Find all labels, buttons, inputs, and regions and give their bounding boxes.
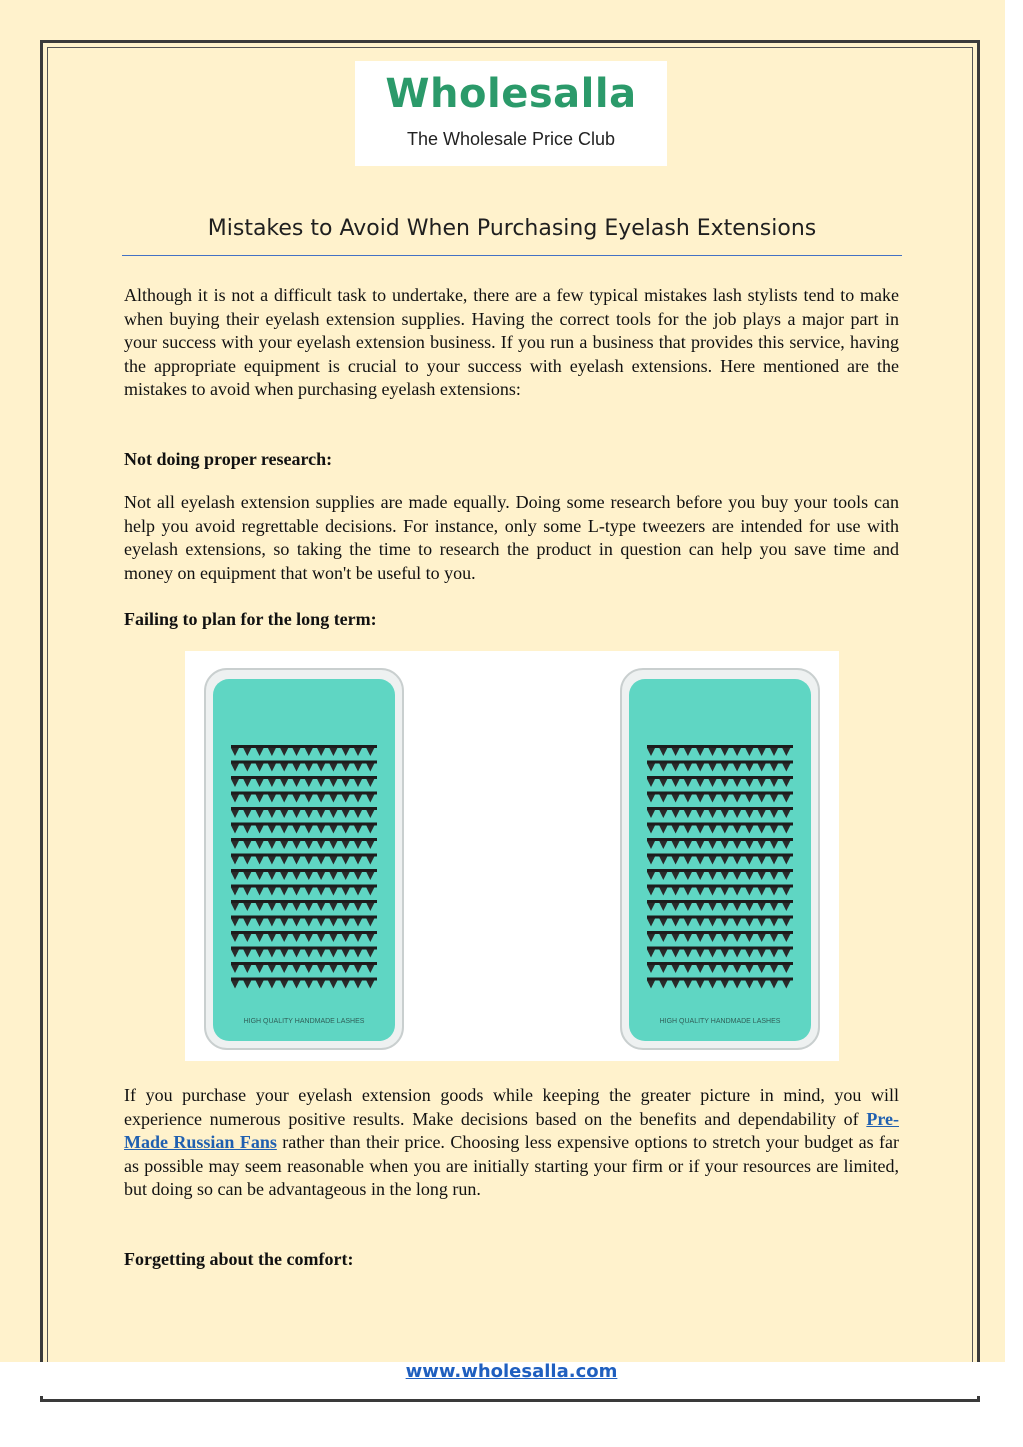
body-text-after-link: rather than their price. Choosing less expensive options to stretch your budget as far as possible may seem reasonable when you are initially starting your firm or if your resources are limited, but doing so can be advantageous in the long run. — [124, 1132, 899, 1200]
lash-strip — [231, 807, 377, 810]
lash-strip — [647, 792, 793, 795]
intro-paragraph: Although it is not a difficult task to undertake, there are a few typical mistakes lash stylists tend to make when buying their eyelash extension supplies. Having the correct tools for the job plays a major part in your success with your eyelash extension business. If you run a business that provides this service, having the appropriate equipment is crucial to your success with eyelash extensions. Here mentioned are the mistakes to avoid when purchasing eyelash extensions: — [124, 285, 899, 400]
lash-strip — [231, 761, 377, 764]
lash-strip — [231, 869, 377, 872]
lash-strip — [231, 745, 377, 748]
lash-strip — [231, 823, 377, 826]
lash-tray-1 — [205, 669, 403, 1049]
lash-strip — [647, 869, 793, 872]
tray-card — [629, 679, 811, 1041]
lash-strip — [647, 916, 793, 919]
lash-tray-illustration — [185, 651, 839, 1061]
logo-wordmark: Wholesalla — [385, 71, 637, 117]
lash-strip — [647, 838, 793, 841]
tray-label: HIGH QUALITY HANDMADE LASHES — [659, 1018, 781, 1025]
body-text-before-link: If you purchase your eyelash extension goods while keeping the greater picture in mind, you will experience numerous positive results. Make decisions based on the benefits and dependability of — [124, 1085, 899, 1129]
lash-strip — [647, 745, 793, 748]
lash-strip — [647, 807, 793, 810]
section-body-long-term — [124, 1084, 899, 1202]
tray-label: HIGH QUALITY HANDMADE LASHES — [243, 1018, 365, 1025]
lash-strip — [647, 885, 793, 888]
lash-strip — [647, 761, 793, 764]
lash-strip — [647, 947, 793, 950]
lash-strip — [647, 854, 793, 857]
lash-tray-image — [185, 651, 839, 1061]
brand-logo — [355, 61, 667, 166]
lash-strip — [647, 962, 793, 965]
tray-card — [213, 679, 395, 1041]
section-heading-research: Not doing proper research: — [124, 449, 333, 469]
lash-strip — [647, 978, 793, 981]
section-heading-long-term: Failing to plan for the long term: — [124, 609, 377, 629]
lash-strip — [231, 962, 377, 965]
lash-strip — [231, 931, 377, 934]
logo-tagline: The Wholesale Price Club — [406, 129, 616, 149]
lash-strip — [231, 900, 377, 903]
section-body-research: Not all eyelash extension supplies are made equally. Doing some research before you buy your tools can help you avoid regrettable decisions. For instance, only some L-type tweezers are intended for use with eyelash extensions, so taking the time to research the product in question can help you save time and money on equipment that won't be useful to you. — [124, 492, 899, 583]
lash-strip — [231, 885, 377, 888]
lash-strip — [231, 916, 377, 919]
lash-tray-2 — [621, 669, 819, 1049]
title-underline — [122, 255, 902, 256]
lash-strip — [647, 931, 793, 934]
pre-made-russian-fans-link[interactable]: Pre-Made Russian Fans — [124, 1108, 899, 1153]
section-heading-comfort: Forgetting about the comfort: — [124, 1249, 354, 1269]
lash-strip — [647, 900, 793, 903]
lash-strip — [231, 854, 377, 857]
lash-strip — [231, 978, 377, 981]
lash-strip — [231, 776, 377, 779]
lash-strip — [231, 792, 377, 795]
lash-strip — [647, 776, 793, 779]
lash-strip — [647, 823, 793, 826]
footer-website-link[interactable]: www.wholesalla.com — [405, 1361, 618, 1382]
lash-strip — [231, 947, 377, 950]
lash-strip — [231, 838, 377, 841]
page-title: Mistakes to Avoid When Purchasing Eyelash Extensions — [207, 216, 817, 241]
